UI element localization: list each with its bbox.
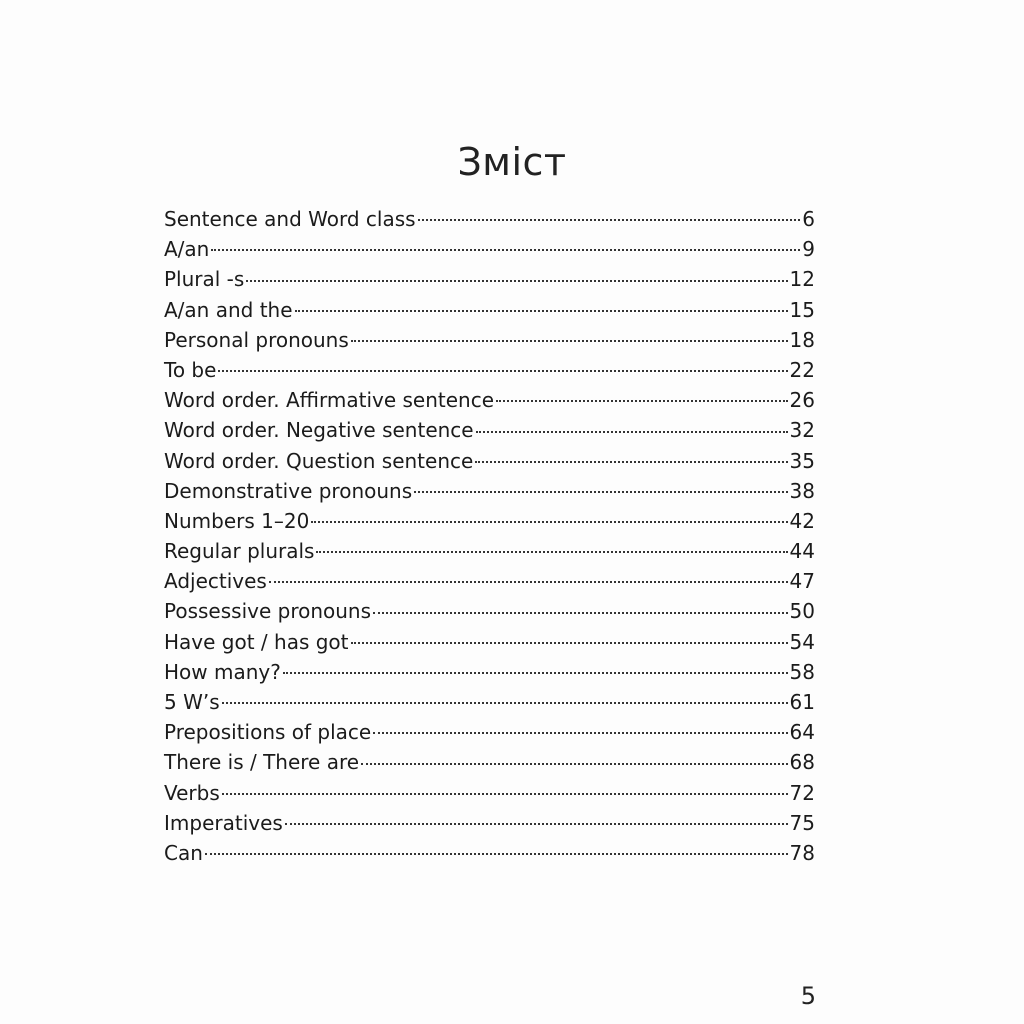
toc-entry-page: 6: [802, 207, 815, 231]
toc-entry-title: Plural -s: [164, 267, 245, 292]
toc-entry-title: Regular plurals: [164, 539, 315, 564]
toc-entry-page: 42: [789, 508, 815, 533]
toc-entry: [164, 627, 815, 657]
dot-leader: [283, 672, 788, 674]
toc-entry-title: Can: [164, 840, 203, 865]
toc-entry-title: A/an and the: [164, 297, 293, 322]
toc-entry-page: 58: [789, 659, 815, 684]
toc-entry-title: 5 W’s: [164, 690, 220, 714]
dot-leader: [246, 280, 787, 282]
page-title: Зміст: [457, 140, 567, 184]
dot-leader: [316, 551, 787, 553]
table-of-contents: [164, 204, 815, 868]
toc-entry-page: 26: [789, 388, 815, 413]
page-number: 5: [800, 982, 816, 1010]
dot-leader: [205, 853, 788, 855]
toc-entry-title: Personal pronouns: [164, 327, 349, 352]
toc-entry-title: Demonstrative pronouns: [164, 478, 413, 503]
toc-entry: [164, 264, 815, 294]
toc-entry: [164, 536, 815, 566]
toc-entry: [164, 415, 815, 445]
toc-entry-title: To be: [164, 357, 217, 382]
toc-entry-page: 64: [789, 720, 815, 745]
toc-entry-page: 9: [802, 237, 815, 262]
toc-entry-page: 18: [789, 327, 815, 352]
toc-entry-title: Word order. Question sentence: [164, 448, 474, 473]
toc-entry: [164, 234, 815, 264]
dot-leader: [361, 763, 787, 765]
toc-entry: [164, 295, 815, 325]
dot-leader: [295, 310, 788, 312]
toc-entry-page: 38: [789, 478, 815, 503]
dot-leader: [269, 581, 788, 583]
dot-leader: [496, 400, 788, 402]
toc-entry: [164, 566, 815, 596]
toc-entry-title: There is / There are: [164, 750, 360, 775]
toc-entry-title: Numbers 1–20: [164, 508, 310, 533]
toc-entry: [164, 838, 815, 868]
dot-leader: [211, 249, 800, 251]
toc-entry: [164, 325, 815, 355]
toc-entry: [164, 355, 815, 385]
dot-leader: [351, 642, 788, 644]
toc-entry-page: 61: [789, 690, 815, 714]
toc-entry-page: 12: [789, 267, 815, 292]
toc-entry-page: 44: [789, 539, 815, 564]
toc-entry: [164, 687, 815, 717]
toc-entry-page: 78: [789, 840, 815, 865]
toc-entry: [164, 717, 815, 747]
toc-entry-page: 68: [789, 750, 815, 775]
toc-entry-page: 50: [789, 599, 815, 624]
dot-leader: [311, 521, 787, 523]
toc-entry: [164, 385, 815, 415]
toc-entry-title: Word order. Negative sentence: [164, 418, 474, 443]
dot-leader: [414, 491, 787, 493]
dot-leader: [418, 219, 801, 221]
toc-entry-title: Possessive pronouns: [164, 599, 372, 624]
toc-entry-title: Have got / has got: [164, 629, 349, 654]
toc-entry-title: How many?: [164, 659, 281, 684]
toc-entry-title: A/an: [164, 237, 210, 262]
toc-entry: [164, 446, 815, 476]
dot-leader: [476, 431, 788, 433]
toc-entry: [164, 657, 815, 687]
dot-leader: [351, 340, 788, 342]
dot-leader: [285, 823, 788, 825]
toc-entry-page: 15: [789, 297, 815, 322]
toc-entry-title: Imperatives: [164, 810, 283, 835]
toc-entry: [164, 596, 815, 626]
toc-entry-page: 22: [789, 357, 815, 382]
toc-entry-page: 32: [789, 418, 815, 443]
toc-entry: [164, 808, 815, 838]
dot-leader: [373, 732, 787, 734]
dot-leader: [475, 461, 787, 463]
toc-entry-title: Adjectives: [164, 569, 267, 594]
toc-entry-page: 35: [789, 448, 815, 473]
toc-entry: [164, 204, 815, 234]
toc-entry: [164, 778, 815, 808]
dot-leader: [222, 793, 788, 795]
toc-entry: [164, 506, 815, 536]
toc-entry: [164, 476, 815, 506]
toc-entry: [164, 747, 815, 777]
dot-leader: [222, 702, 788, 704]
dot-leader: [218, 370, 787, 372]
toc-entry-title: Word order. Affirmative sentence: [164, 388, 495, 413]
toc-entry-title: Verbs: [164, 780, 220, 805]
dot-leader: [373, 612, 788, 614]
toc-entry-page: 47: [789, 569, 815, 594]
toc-entry-page: 72: [789, 780, 815, 805]
toc-entry-page: 54: [789, 629, 815, 654]
toc-entry-page: 75: [789, 810, 815, 835]
toc-entry-title: Sentence and Word class: [164, 207, 416, 231]
toc-entry-title: Prepositions of place: [164, 720, 372, 745]
